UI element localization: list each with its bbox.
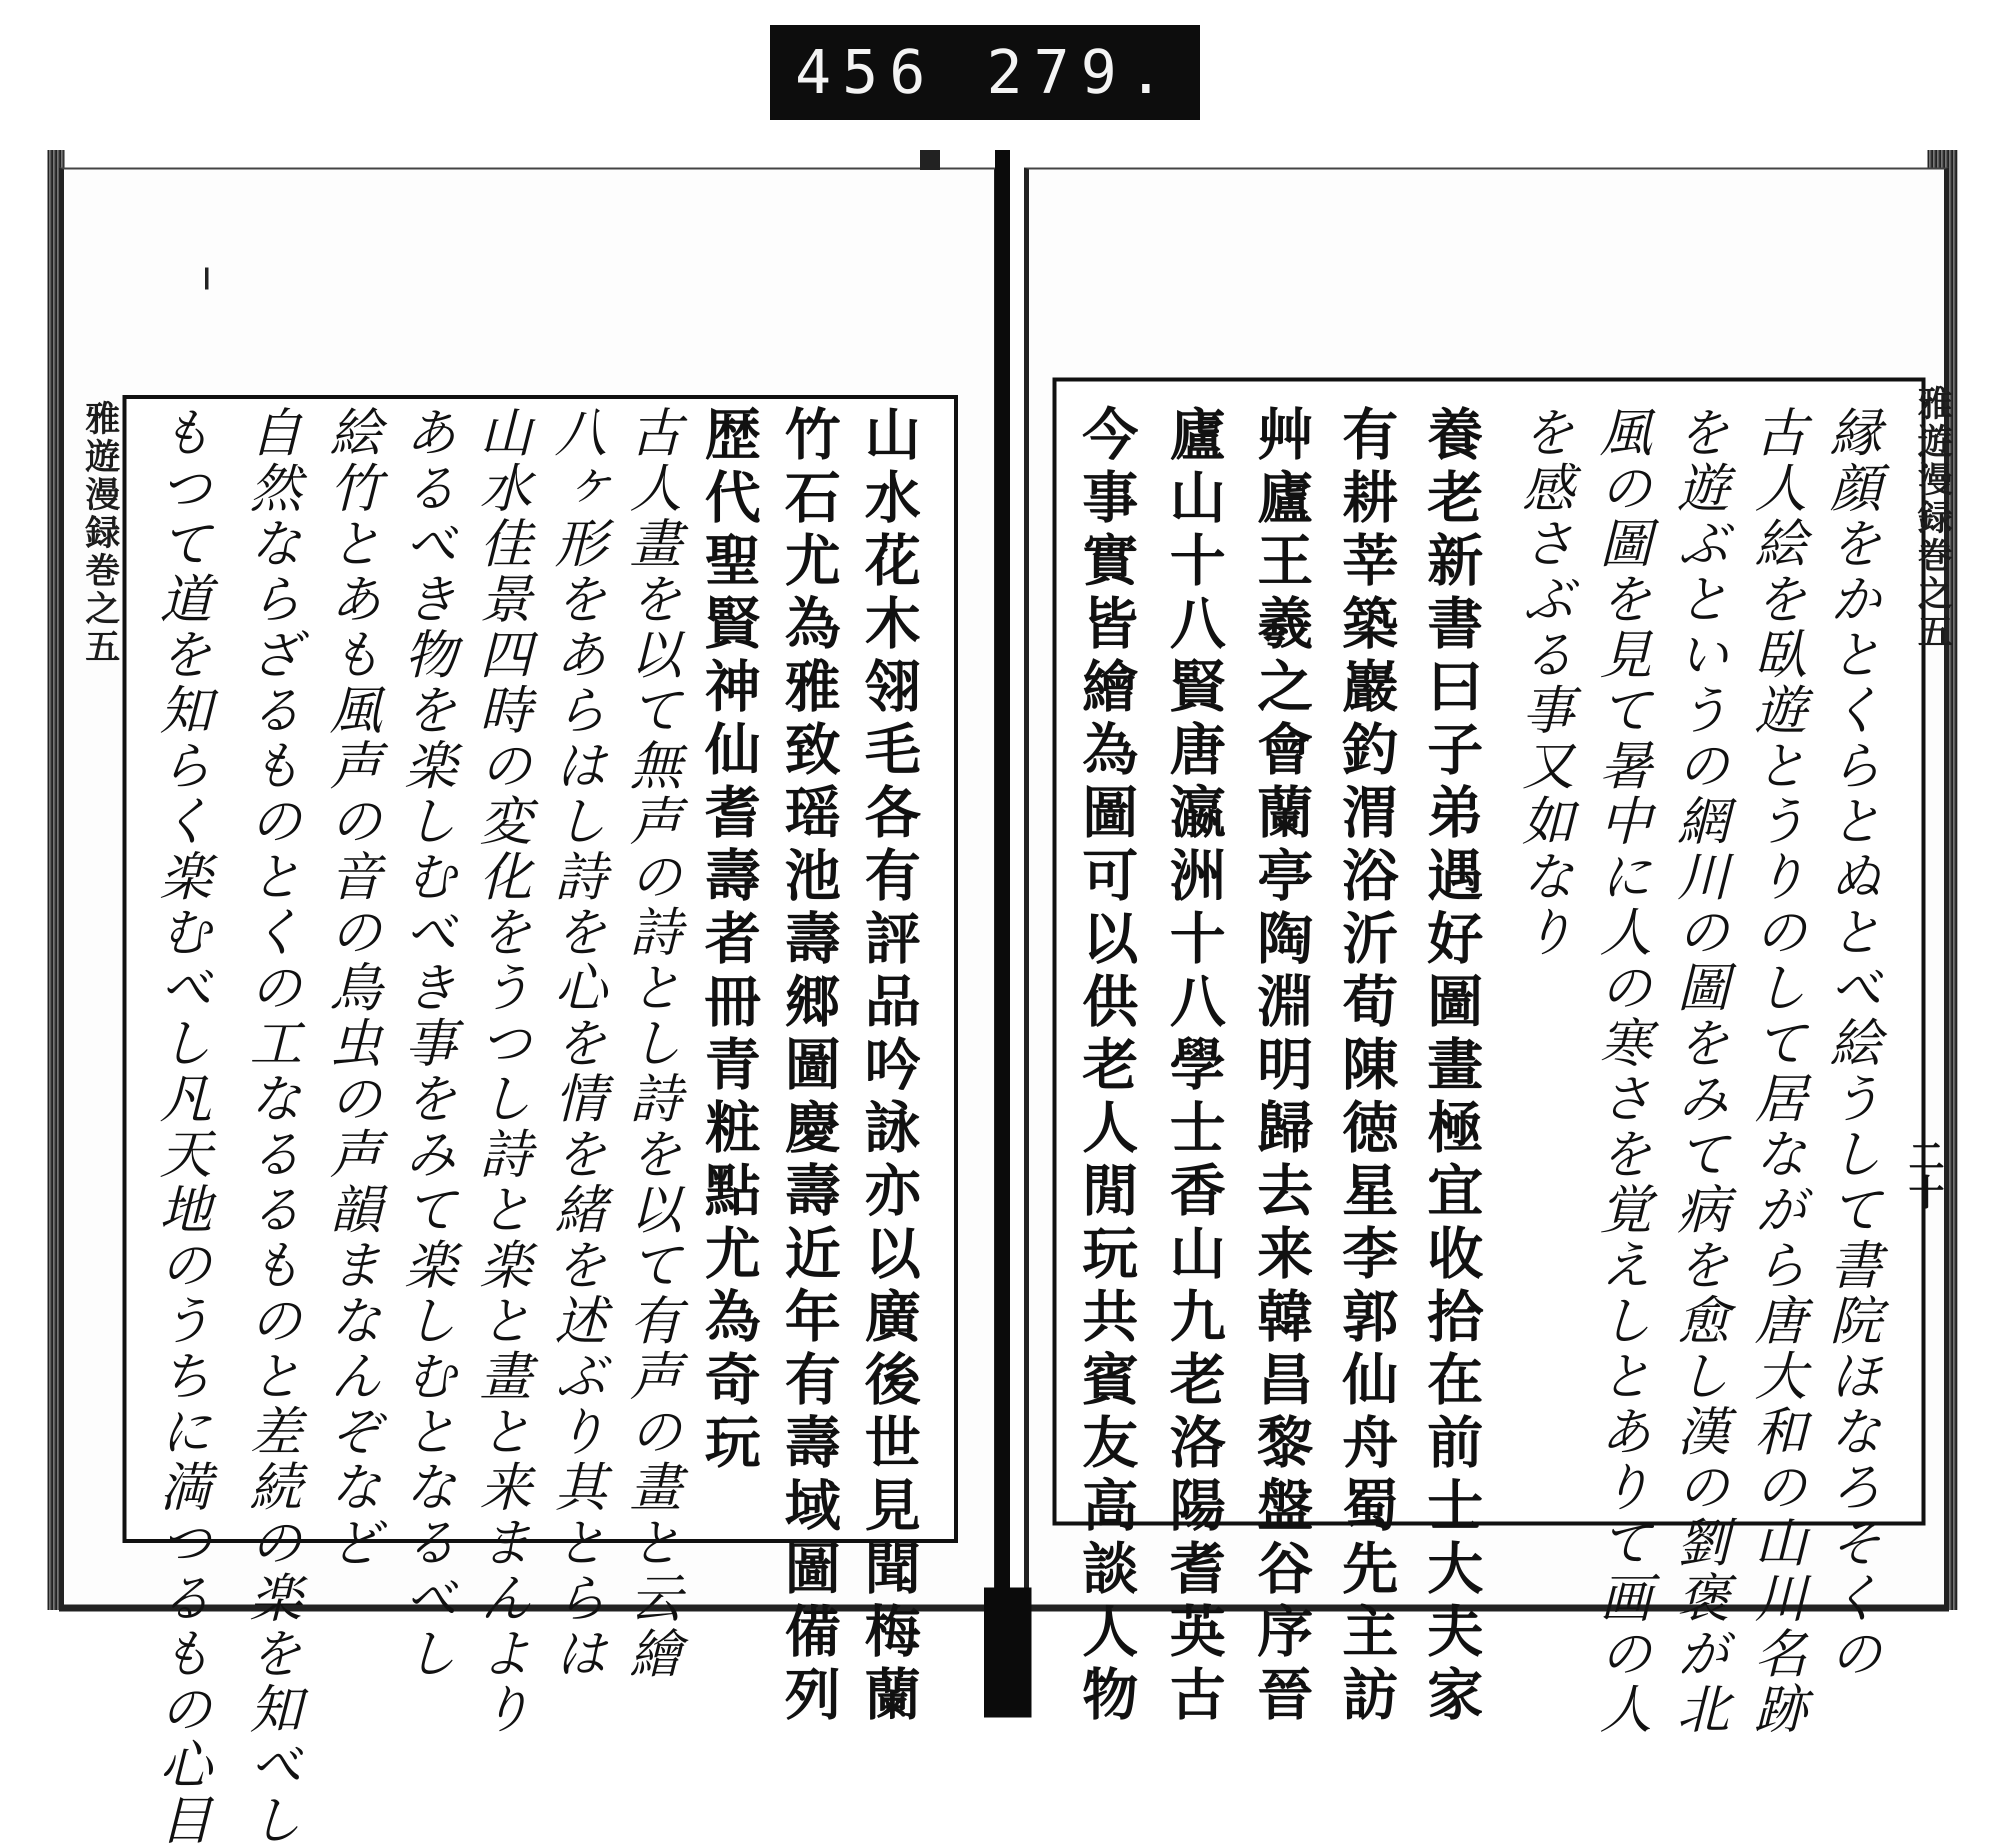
text-column: 縁顔をかとくらとぬとべ絵うして書院ほなろそくの	[1821, 405, 1882, 1682]
spine-bookmark	[920, 150, 940, 170]
text-column: 竹石尤為雅致瑶池壽郷圖慶壽近年有壽域圖備列	[776, 405, 840, 1728]
right-margin-title: 雅遊漫録巻之五	[1912, 385, 1954, 651]
text-column: 風の圖を見て暑中に人の寒さを覚えしとありて画の人	[1591, 405, 1652, 1737]
text-column: あるべき物を楽しむべき事をみて楽しむとなるべし	[396, 405, 457, 1682]
text-column: を感さぶる事又如なり	[1514, 405, 1574, 960]
text-column: 養老新書曰子弟遇好圖畫極宜收拾在前士大夫家	[1418, 405, 1483, 1728]
scan-right-number: 279.	[986, 38, 1175, 108]
text-column: 今事實皆繪為圖可以供老人閒玩共賓友高談人物	[1073, 405, 1138, 1728]
left-margin-title: 雅遊漫録巻之五	[80, 400, 121, 666]
text-column: 艸廬王羲之會蘭亭陶淵明歸去来韓昌黎盤谷序晉	[1248, 405, 1313, 1728]
scan-left-number: 456	[795, 38, 936, 108]
text-column: もつて道を知らく楽むべし凡天地のうちに満つるもの心目	[151, 405, 212, 1848]
text-column: 自然ならざるものとくの工なるるものと差続の楽を知べし	[241, 405, 302, 1848]
text-column: を遊ぶというの網川の圖をみて病を愈し漢の劉褒が北	[1668, 405, 1730, 1737]
ink-speck	[205, 268, 208, 290]
text-column: 八ヶ形をあらはし詩を心を情を緒を述ぶり其とらは	[546, 405, 607, 1682]
text-column: 歴代聖賢神仙耆壽者冊青粧點尤為奇玩	[696, 405, 760, 1476]
scan-number-label	[770, 25, 1200, 120]
book-spine	[995, 150, 1010, 1718]
text-column: 古人絵を臥遊とうりのして居ながら唐大和の山川名跡	[1746, 405, 1807, 1737]
text-column: 古人畫を以て無声の詩とし詩を以て有声の畫と云繪	[621, 405, 682, 1682]
spine-clip	[984, 1588, 1032, 1718]
text-column: 廬山十八賢唐瀛洲十八學士香山九老洛陽耆英古	[1160, 405, 1226, 1728]
text-column: 山水佳景四時の変化をうつし詩と楽と畫と来まんより	[471, 405, 532, 1737]
text-column: 山水花木翎毛各有評品吟詠亦以廣後世見聞梅蘭	[856, 405, 920, 1728]
text-column: 絵竹とあも風声の音の鳥虫の声韻まなんぞなど	[321, 405, 382, 1570]
text-column: 有耕莘築巖釣渭浴沂荀陳徳星李郭仙舟蜀先主訪	[1333, 405, 1398, 1728]
page-number: 二十	[1902, 1138, 1945, 1210]
